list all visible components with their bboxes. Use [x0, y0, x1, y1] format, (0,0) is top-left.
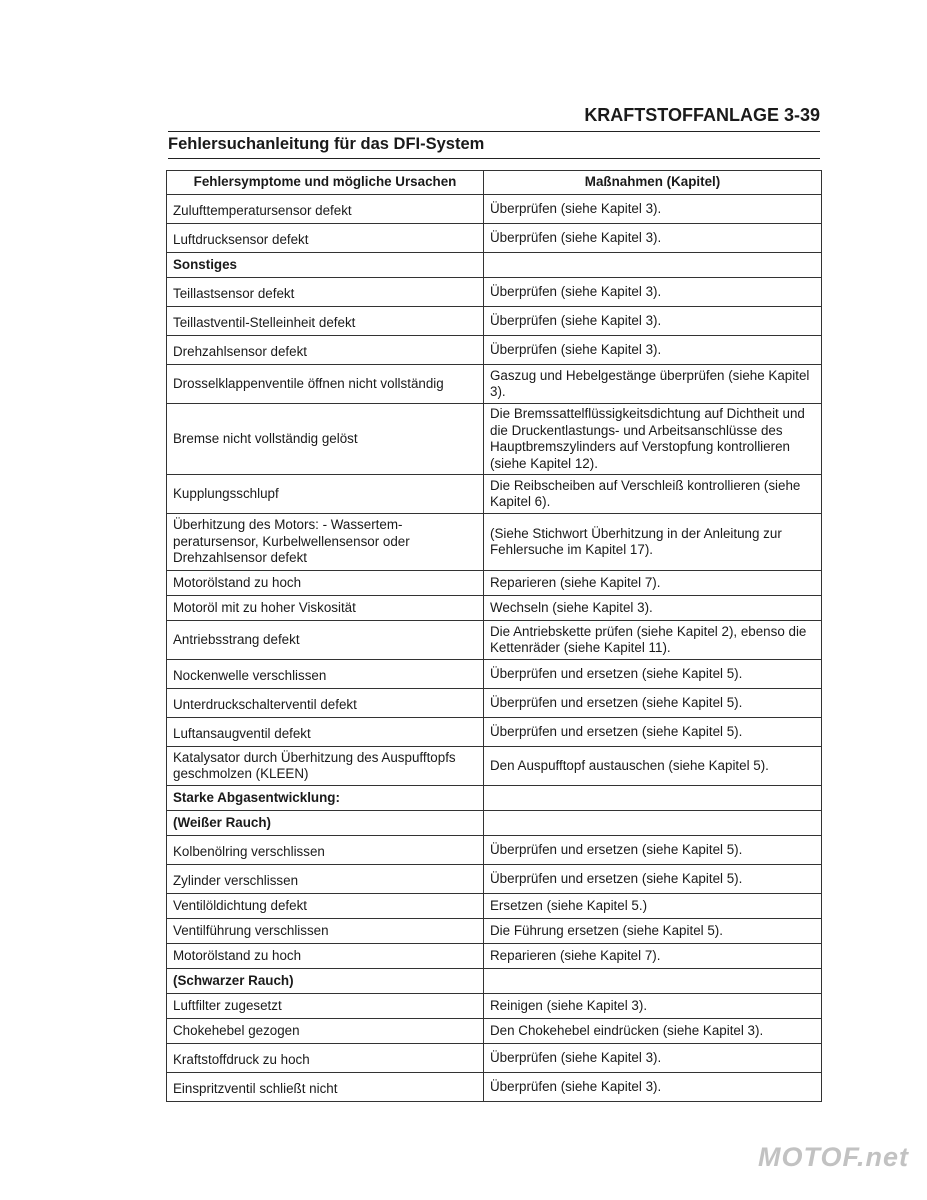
cause-cell: Ventilführung verschlissen: [167, 919, 484, 944]
table-row: [167, 307, 822, 336]
cause-cell: Einspritzventil schließt nicht: [167, 1073, 484, 1102]
cause-cell: Bremse nicht vollständig gelöst: [167, 404, 484, 475]
action-cell: Überprüfen (siehe Kapitel 3).: [484, 278, 822, 307]
table-row: [167, 404, 822, 475]
table-row-subheading: [167, 786, 822, 811]
action-cell: Die Bremssattelflüssigkeitsdichtung auf Dichtheit und die Druckentlastungs- und Arbeitsanschlüsse des Hauptbremszylinders auf Verstopfung kontrollieren (siehe Kapitel 12).: [484, 404, 822, 475]
table-row: [167, 475, 822, 514]
cause-cell: Teillastventil-Stelleinheit defekt: [167, 307, 484, 336]
cause-cell: Luftdrucksensor defekt: [167, 224, 484, 253]
table-row-subheading: [167, 811, 822, 836]
cause-cell: Kraftstoffdruck zu hoch: [167, 1044, 484, 1073]
cause-cell: Motorölstand zu hoch: [167, 571, 484, 596]
action-cell: [484, 811, 822, 836]
action-cell: Überprüfen und ersetzen (siehe Kapitel 5).: [484, 836, 822, 865]
cause-cell: Kupplungsschlupf: [167, 475, 484, 514]
cause-cell: Nockenwelle verschlissen: [167, 660, 484, 689]
table-row: [167, 621, 822, 660]
action-cell: [484, 786, 822, 811]
action-cell: (Siehe Stichwort Überhitzung in der Anleitung zur Fehlersuche im Kapitel 17).: [484, 514, 822, 571]
table-row: [167, 718, 822, 747]
table-row-subheading: [167, 253, 822, 278]
action-cell: Gaszug und Hebelgestänge überprüfen (siehe Kapitel 3).: [484, 365, 822, 404]
cause-cell: (Weißer Rauch): [167, 811, 484, 836]
table-row: [167, 919, 822, 944]
cause-cell: Zylinder verschlissen: [167, 865, 484, 894]
action-cell: Wechseln (siehe Kapitel 3).: [484, 596, 822, 621]
action-cell: Reparieren (siehe Kapitel 7).: [484, 944, 822, 969]
action-cell: Die Antriebskette prüfen (siehe Kapitel 2), ebenso die Kettenräder (siehe Kapitel 11).: [484, 621, 822, 660]
action-cell: Ersetzen (siehe Kapitel 5.): [484, 894, 822, 919]
table-row: [167, 660, 822, 689]
header-rule: [168, 131, 820, 132]
cause-cell: Drosselklappenventile öffnen nicht vollständig: [167, 365, 484, 404]
table-row: [167, 747, 822, 786]
cause-cell: Luftfilter zugesetzt: [167, 994, 484, 1019]
action-cell: Überprüfen (siehe Kapitel 3).: [484, 1044, 822, 1073]
action-cell: Die Reibscheiben auf Verschleiß kontrollieren (siehe Kapitel 6).: [484, 475, 822, 514]
action-cell: Überprüfen und ersetzen (siehe Kapitel 5).: [484, 865, 822, 894]
action-cell: Reparieren (siehe Kapitel 7).: [484, 571, 822, 596]
action-cell: [484, 969, 822, 994]
cause-cell: Motorölstand zu hoch: [167, 944, 484, 969]
column-header-actions: Maßnahmen (Kapitel): [484, 171, 822, 195]
section-title: Fehlersuchanleitung für das DFI-System: [168, 135, 485, 153]
table-header-row: [167, 171, 822, 195]
action-cell: Reinigen (siehe Kapitel 3).: [484, 994, 822, 1019]
table-row: [167, 571, 822, 596]
table-row: [167, 994, 822, 1019]
action-cell: Überprüfen (siehe Kapitel 3).: [484, 195, 822, 224]
cause-cell: Überhitzung des Motors: - Wassertem-peratursensor, Kurbelwellensensor oder Drehzahlsensor defekt: [167, 514, 484, 571]
table-row: [167, 1044, 822, 1073]
table-row: [167, 1019, 822, 1044]
table-row: [167, 278, 822, 307]
table-row: [167, 836, 822, 865]
cause-cell: Motoröl mit zu hoher Viskosität: [167, 596, 484, 621]
cause-cell: (Schwarzer Rauch): [167, 969, 484, 994]
troubleshooting-table: [166, 170, 822, 1102]
section-rule: [168, 158, 820, 159]
cause-cell: Unterdruckschalterventil defekt: [167, 689, 484, 718]
cause-cell: Sonstiges: [167, 253, 484, 278]
cause-cell: Zulufttemperatursensor defekt: [167, 195, 484, 224]
action-cell: Den Chokehebel eindrücken (siehe Kapitel 3).: [484, 1019, 822, 1044]
watermark-logo: MOTOF.net: [758, 1142, 910, 1172]
action-cell: Überprüfen (siehe Kapitel 3).: [484, 224, 822, 253]
table-row: [167, 894, 822, 919]
table-row: [167, 1073, 822, 1102]
action-cell: Überprüfen (siehe Kapitel 3).: [484, 336, 822, 365]
action-cell: Überprüfen und ersetzen (siehe Kapitel 5).: [484, 660, 822, 689]
table-row: [167, 336, 822, 365]
table-row: [167, 865, 822, 894]
table-row-subheading: [167, 969, 822, 994]
action-cell: Überprüfen (siehe Kapitel 3).: [484, 1073, 822, 1102]
action-cell: Überprüfen und ersetzen (siehe Kapitel 5).: [484, 718, 822, 747]
action-cell: Den Auspufftopf austauschen (siehe Kapitel 5).: [484, 747, 822, 786]
action-cell: Überprüfen (siehe Kapitel 3).: [484, 307, 822, 336]
action-cell: [484, 253, 822, 278]
table-row: [167, 365, 822, 404]
table-row: [167, 596, 822, 621]
cause-cell: Starke Abgasentwicklung:: [167, 786, 484, 811]
column-header-causes: Fehlersymptome und mögliche Ursachen: [167, 171, 484, 195]
cause-cell: Kolbenölring verschlissen: [167, 836, 484, 865]
action-cell: Überprüfen und ersetzen (siehe Kapitel 5).: [484, 689, 822, 718]
cause-cell: Luftansaugventil defekt: [167, 718, 484, 747]
cause-cell: Chokehebel gezogen: [167, 1019, 484, 1044]
cause-cell: Drehzahlsensor defekt: [167, 336, 484, 365]
cause-cell: Antriebsstrang defekt: [167, 621, 484, 660]
table-row: [167, 514, 822, 571]
table-row: [167, 224, 822, 253]
table-row: [167, 689, 822, 718]
cause-cell: Katalysator durch Überhitzung des Auspufftopfs geschmolzen (KLEEN): [167, 747, 484, 786]
table-row: [167, 195, 822, 224]
site-watermark: [758, 1140, 923, 1192]
table-row: [167, 944, 822, 969]
cause-cell: Ventilöldichtung defekt: [167, 894, 484, 919]
cause-cell: Teillastsensor defekt: [167, 278, 484, 307]
chapter-title: KRAFTSTOFFANLAGE 3-39: [584, 105, 820, 125]
action-cell: Die Führung ersetzen (siehe Kapitel 5).: [484, 919, 822, 944]
